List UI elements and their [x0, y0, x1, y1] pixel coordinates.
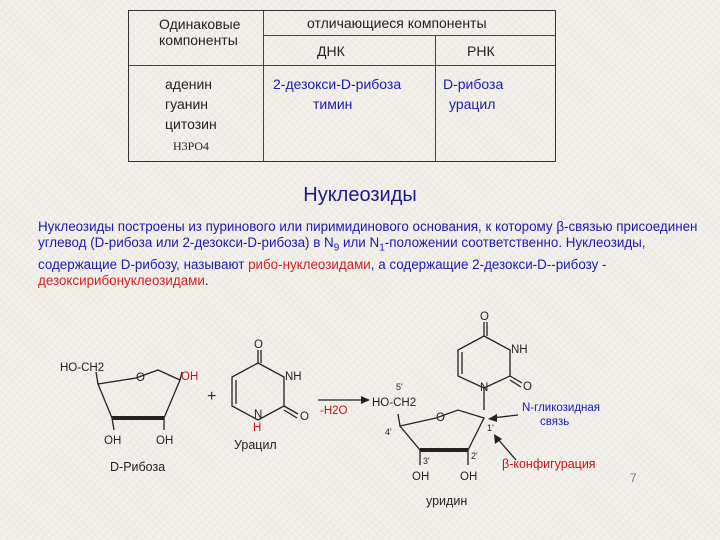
- same-guanine: гуанин: [165, 96, 209, 112]
- body-text-part: -положении соответственно. Нуклеозиды, содержащие D-рибозу, называют: [38, 235, 646, 272]
- body-text-part: , а содержащие 2-дезокси-D--рибозу -: [370, 256, 607, 272]
- body-text-part: Нуклеозиды построены из пуринового или пиримидинового основания, к которому β-связью присоединен углевод (D-рибоза или 2-дезокси-D-рибоза) в N: [38, 219, 698, 250]
- pos-4: 4': [385, 427, 392, 437]
- glycosidic-bond-label-2: связь: [540, 416, 570, 428]
- uracil-label: Урацил: [234, 438, 277, 452]
- uracil-o2: O: [300, 411, 309, 423]
- uridine-oh-2: OH: [460, 471, 478, 483]
- uridine-n1: N: [480, 382, 489, 394]
- slide-title: Нуклеозиды: [303, 184, 417, 206]
- uridine-ho-ch2: HO-CH2: [372, 397, 417, 409]
- uridine-nh: NH: [511, 344, 528, 356]
- header-dna: ДНК: [317, 43, 345, 59]
- uridine-base-ring: [458, 336, 510, 388]
- dna-base: тимин: [313, 96, 353, 112]
- header-rna: РНК: [467, 43, 495, 59]
- body-text-part: .: [204, 272, 209, 288]
- uridine-o2: O: [523, 381, 532, 393]
- rna-base: урацил: [449, 96, 496, 112]
- pos-3: 3': [423, 456, 430, 466]
- slide-number: 7: [630, 471, 637, 485]
- highlight-ribonucleosides: рибо-нуклеозидами: [248, 256, 371, 272]
- components-table: [128, 10, 556, 162]
- uracil-o4: O: [254, 339, 263, 351]
- header-different: отличающиеся компоненты: [307, 15, 487, 31]
- subscript-9: 9: [333, 242, 340, 254]
- uracil-nh: NH: [285, 371, 302, 383]
- pos-1: 1': [487, 423, 494, 433]
- header-same-line1: Одинаковые: [159, 16, 241, 32]
- ribose-ho-ch2: HO-CH2: [60, 362, 105, 374]
- ribose-ring-oxygen: O: [136, 372, 145, 384]
- uridine-oh-3: OH: [412, 471, 430, 483]
- table-divider: [435, 35, 436, 161]
- pos-2: 2': [471, 451, 478, 461]
- uridine-ring-oxygen: O: [436, 412, 445, 424]
- pos-5: 5': [396, 382, 403, 392]
- table-divider: [129, 65, 555, 66]
- highlight-deoxyribonucleosides: дезоксирибонуклеозидами: [38, 272, 205, 288]
- header-same-line2: компоненты: [159, 32, 238, 48]
- dna-sugar: 2-дезокси-D-рибоза: [273, 76, 402, 92]
- body-text-part: или N: [339, 235, 380, 250]
- body-paragraph: [38, 219, 698, 289]
- ribose-label: D-Рибоза: [110, 460, 166, 474]
- uridine-o4: O: [480, 311, 489, 323]
- same-adenine: аденин: [165, 76, 213, 92]
- same-phosphoric-acid: H3PO4: [173, 139, 210, 153]
- uridine-label: уридин: [426, 494, 468, 508]
- uracil-n1: N: [254, 409, 263, 421]
- glycosidic-bond-label-1: N-гликозидная: [522, 402, 601, 414]
- same-cytosine: цитозин: [165, 116, 217, 132]
- table-divider: [263, 35, 555, 36]
- reaction-scheme: [0, 300, 720, 540]
- ribose-oh-3: OH: [156, 435, 174, 447]
- rna-sugar: D-рибоза: [443, 76, 504, 92]
- beta-configuration-label: β-конфигурация: [502, 457, 596, 471]
- plus-sign: +: [207, 388, 217, 405]
- uracil-h-n1: H: [253, 422, 262, 434]
- ribose-oh-2: OH: [104, 435, 122, 447]
- minus-water: -H2O: [320, 405, 348, 417]
- table-divider: [263, 11, 264, 161]
- ribose-anomeric-oh: OH: [181, 371, 199, 383]
- subscript-1: 1: [379, 242, 385, 254]
